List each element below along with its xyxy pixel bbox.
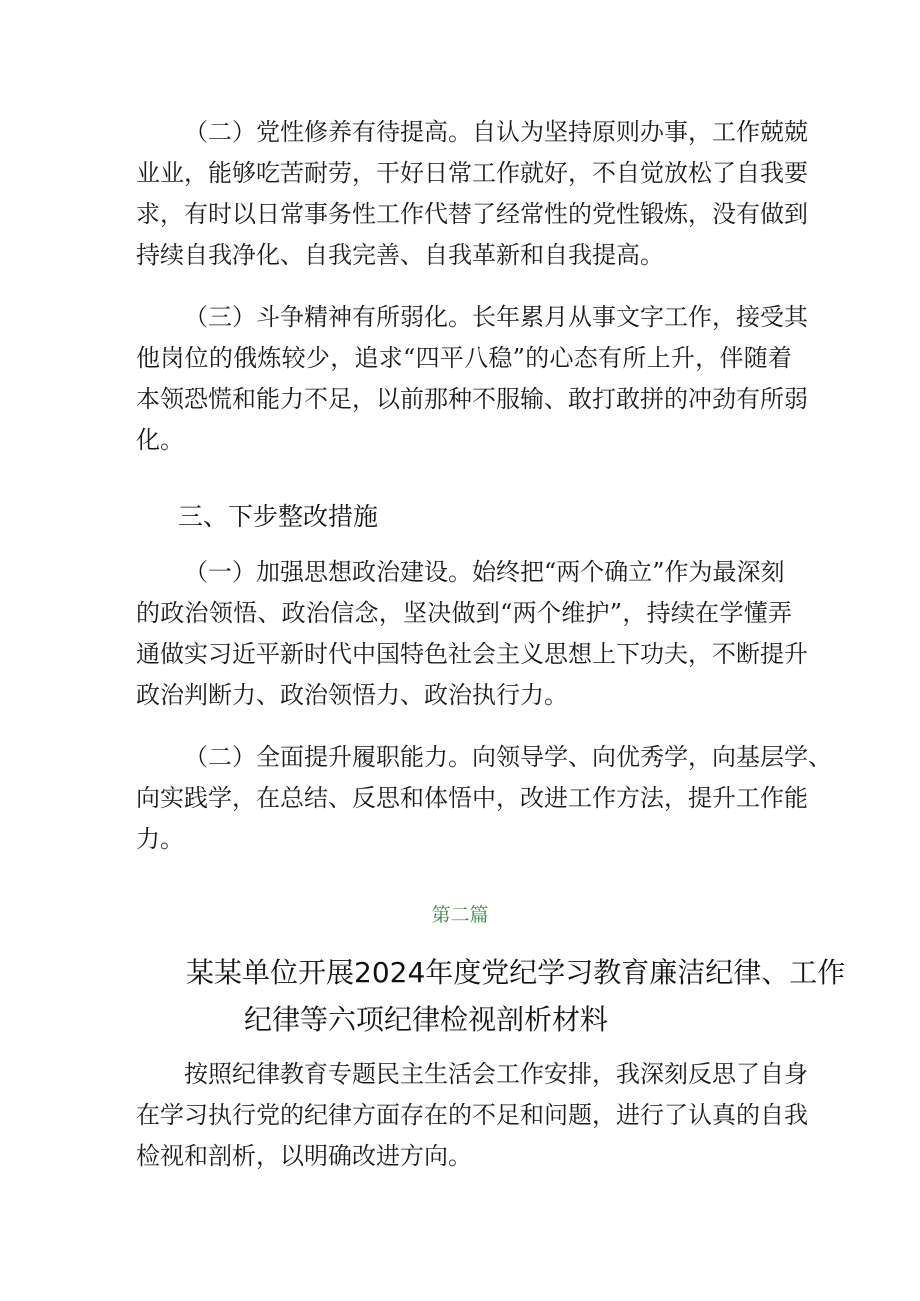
paragraph-line: 力。 (136, 825, 184, 853)
paragraph-line: （一）加强思想政治建设。始终把“两个确立”作为最深刻 (184, 558, 785, 586)
paragraph-line: （二）全面提升履职能力。向领导学、向优秀学，向基层学、 (184, 743, 832, 771)
paragraph-line: 在学习执行党的纪律方面存在的不足和问题，进行了认真的自我 (136, 1101, 808, 1129)
paragraph-line: 求，有时以日常事务性工作代替了经常性的党性锻炼，没有做到 (136, 200, 808, 228)
paragraph-line: 持续自我净化、自我完善、自我革新和自我提高。 (136, 241, 664, 269)
paragraph-line: （三）斗争精神有所弱化。长年累月从事文字工作，接受其 (184, 303, 808, 331)
paragraph-line: 的政治领悟、政治信念，坚决做到“两个维护”，持续在学懂弄 (136, 599, 792, 627)
paragraph-line: 向实践学，在总结、反思和体悟中，改进工作方法，提升工作能 (136, 784, 808, 812)
section-label: 第二篇 (431, 904, 489, 926)
paragraph-line: 本领恐慌和能力不足，以前那种不服输、敢打敢拼的冲劲有所弱 (136, 385, 808, 413)
paragraph-line: 按照纪律教育专题民主生活会工作安排，我深刻反思了自身 (184, 1060, 808, 1088)
paragraph-line: 政治判断力、政治领悟力、政治执行力。 (136, 681, 568, 709)
document-title-line: 某某单位开展2024年度党纪学习教育廉洁纪律、工作 (186, 956, 846, 989)
section-heading: 三、下步整改措施 (178, 502, 379, 531)
paragraph-line: 业业，能够吃苦耐劳，干好日常工作就好，不自觉放松了自我要 (136, 159, 808, 187)
document-title-line: 纪律等六项纪律检视剖析材料 (244, 1003, 609, 1036)
paragraph-line: 检视和剖析，以明确改进方向。 (136, 1142, 472, 1170)
paragraph-line: （二）党性修养有待提高。自认为坚持原则办事，工作兢兢 (184, 118, 808, 146)
paragraph-line: 他岗位的俄炼较少，追求“四平八稳”的心态有所上升，伴随着 (136, 344, 792, 372)
paragraph-line: 化。 (136, 426, 184, 454)
paragraph-line: 通做实习近平新时代中国特色社会主义思想上下功夫，不断提升 (136, 640, 808, 668)
